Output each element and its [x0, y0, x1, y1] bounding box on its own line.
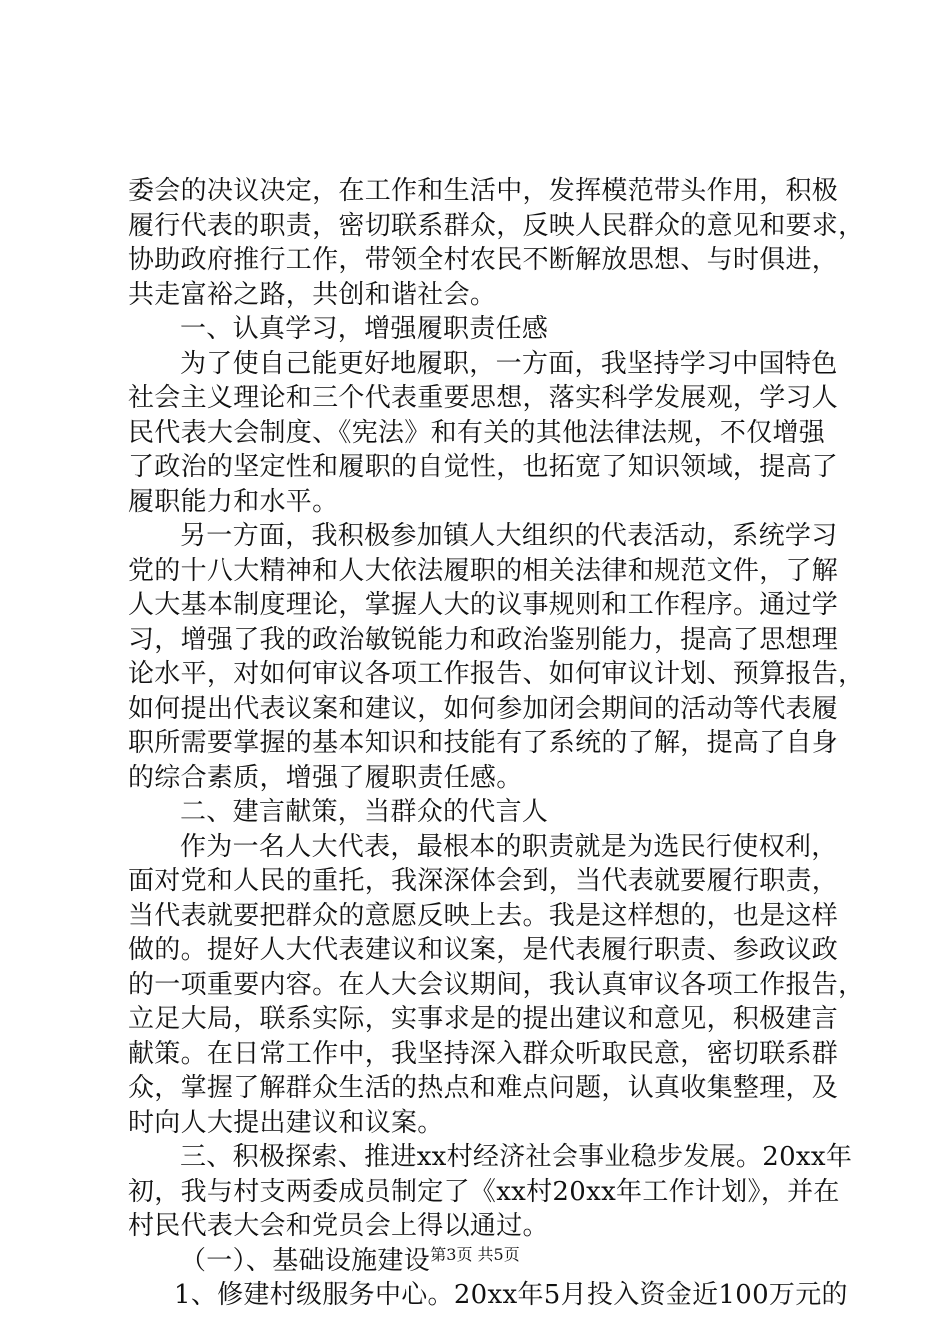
- text-line: 另一方面，我积极参加镇人大组织的代表活动，系统学习: [180, 521, 838, 551]
- text-line: 论水平，对如何审议各项工作报告、如何审议计划、预算报告，: [128, 659, 865, 689]
- text-line: 众，掌握了解群众生活的热点和难点问题，认真收集整理，及: [128, 1073, 839, 1103]
- text-line: 如何提出代表议案和建议，如何参加闭会期间的活动等代表履: [128, 693, 839, 724]
- text-line: 的一项重要内容。在人大会议期间，我认真审议各项工作报告，: [128, 969, 865, 1000]
- text-line: 做的。提好人大代表建议和议案，是代表履行职责、参政议政: [128, 935, 839, 965]
- text-line: 履职能力和水平。: [128, 486, 339, 517]
- text-line: 1、修建村级服务中心。20xx年5月投入资金近100万元的: [174, 1280, 848, 1310]
- text-line: 村民代表大会和党员会上得以通过。: [128, 1211, 549, 1241]
- text-line: 面对党和人民的重托，我深深体会到，当代表就要履行职责，: [128, 866, 839, 896]
- text-line: 献策。在日常工作中，我坚持深入群众听取民意，密切联系群: [128, 1038, 839, 1069]
- text-line: 立足大局，联系实际，实事求是的提出建议和意见，积极建言: [128, 1004, 839, 1034]
- text-line: 社会主义理论和三个代表重要思想，落实科学发展观，学习人: [128, 383, 839, 413]
- text-line: 初，我与村支两委成员制定了《xx村20xx年工作计划》，并在: [128, 1176, 840, 1207]
- text-line: 党的十八大精神和人大依法履职的相关法律和规范文件，了解: [128, 555, 839, 586]
- text-line: 作为一名人大代表，最根本的职责就是为选民行使权利，: [180, 831, 838, 862]
- text-line: 了政治的坚定性和履职的自觉性，也拓宽了知识领域，提高了: [128, 452, 839, 482]
- text-line: 履行代表的职责，密切联系群众，反映人民群众的意见和要求，: [128, 210, 865, 241]
- text-line: 二、建言献策，当群众的代言人: [180, 797, 549, 827]
- text-line: 习，增强了我的政治敏锐能力和政治鉴别能力，提高了思想理: [128, 624, 839, 655]
- text-line: 共走富裕之路，共创和谐社会。: [128, 279, 497, 310]
- text-line: 民代表大会制度、《宪法》和有关的其他法律法规，不仅增强: [128, 417, 826, 448]
- text-line: 当代表就要把群众的意愿反映上去。我是这样想的，也是这样: [128, 900, 839, 931]
- text-line: 三、积极探索、推进xx村经济社会事业稳步发展。20xx年: [180, 1142, 853, 1172]
- text-line: 协助政府推行工作，带领全村农民不断解放思想、与时俱进，: [128, 245, 839, 275]
- text-line: 委会的决议决定，在工作和生活中，发挥模范带头作用，积极: [128, 176, 839, 206]
- text-line: （一）、基础设施建设: [180, 1245, 431, 1276]
- page-footer: 第3页 共5页: [430, 1245, 520, 1264]
- text-line: 时向人大提出建议和议案。: [128, 1107, 444, 1138]
- text-line: 人大基本制度理论，掌握人大的议事规则和工作程序。通过学: [128, 590, 839, 620]
- body-text: [128, 174, 865, 1313]
- text-line: 的综合素质，增强了履职责任感。: [128, 762, 523, 793]
- text-line: 为了使自己能更好地履职，一方面，我坚持学习中国特色: [180, 348, 838, 379]
- text-line: 职所需要掌握的基本知识和技能有了系统的了解，提高了自身: [128, 728, 839, 758]
- text-line: 一、认真学习，增强履职责任感: [180, 314, 549, 344]
